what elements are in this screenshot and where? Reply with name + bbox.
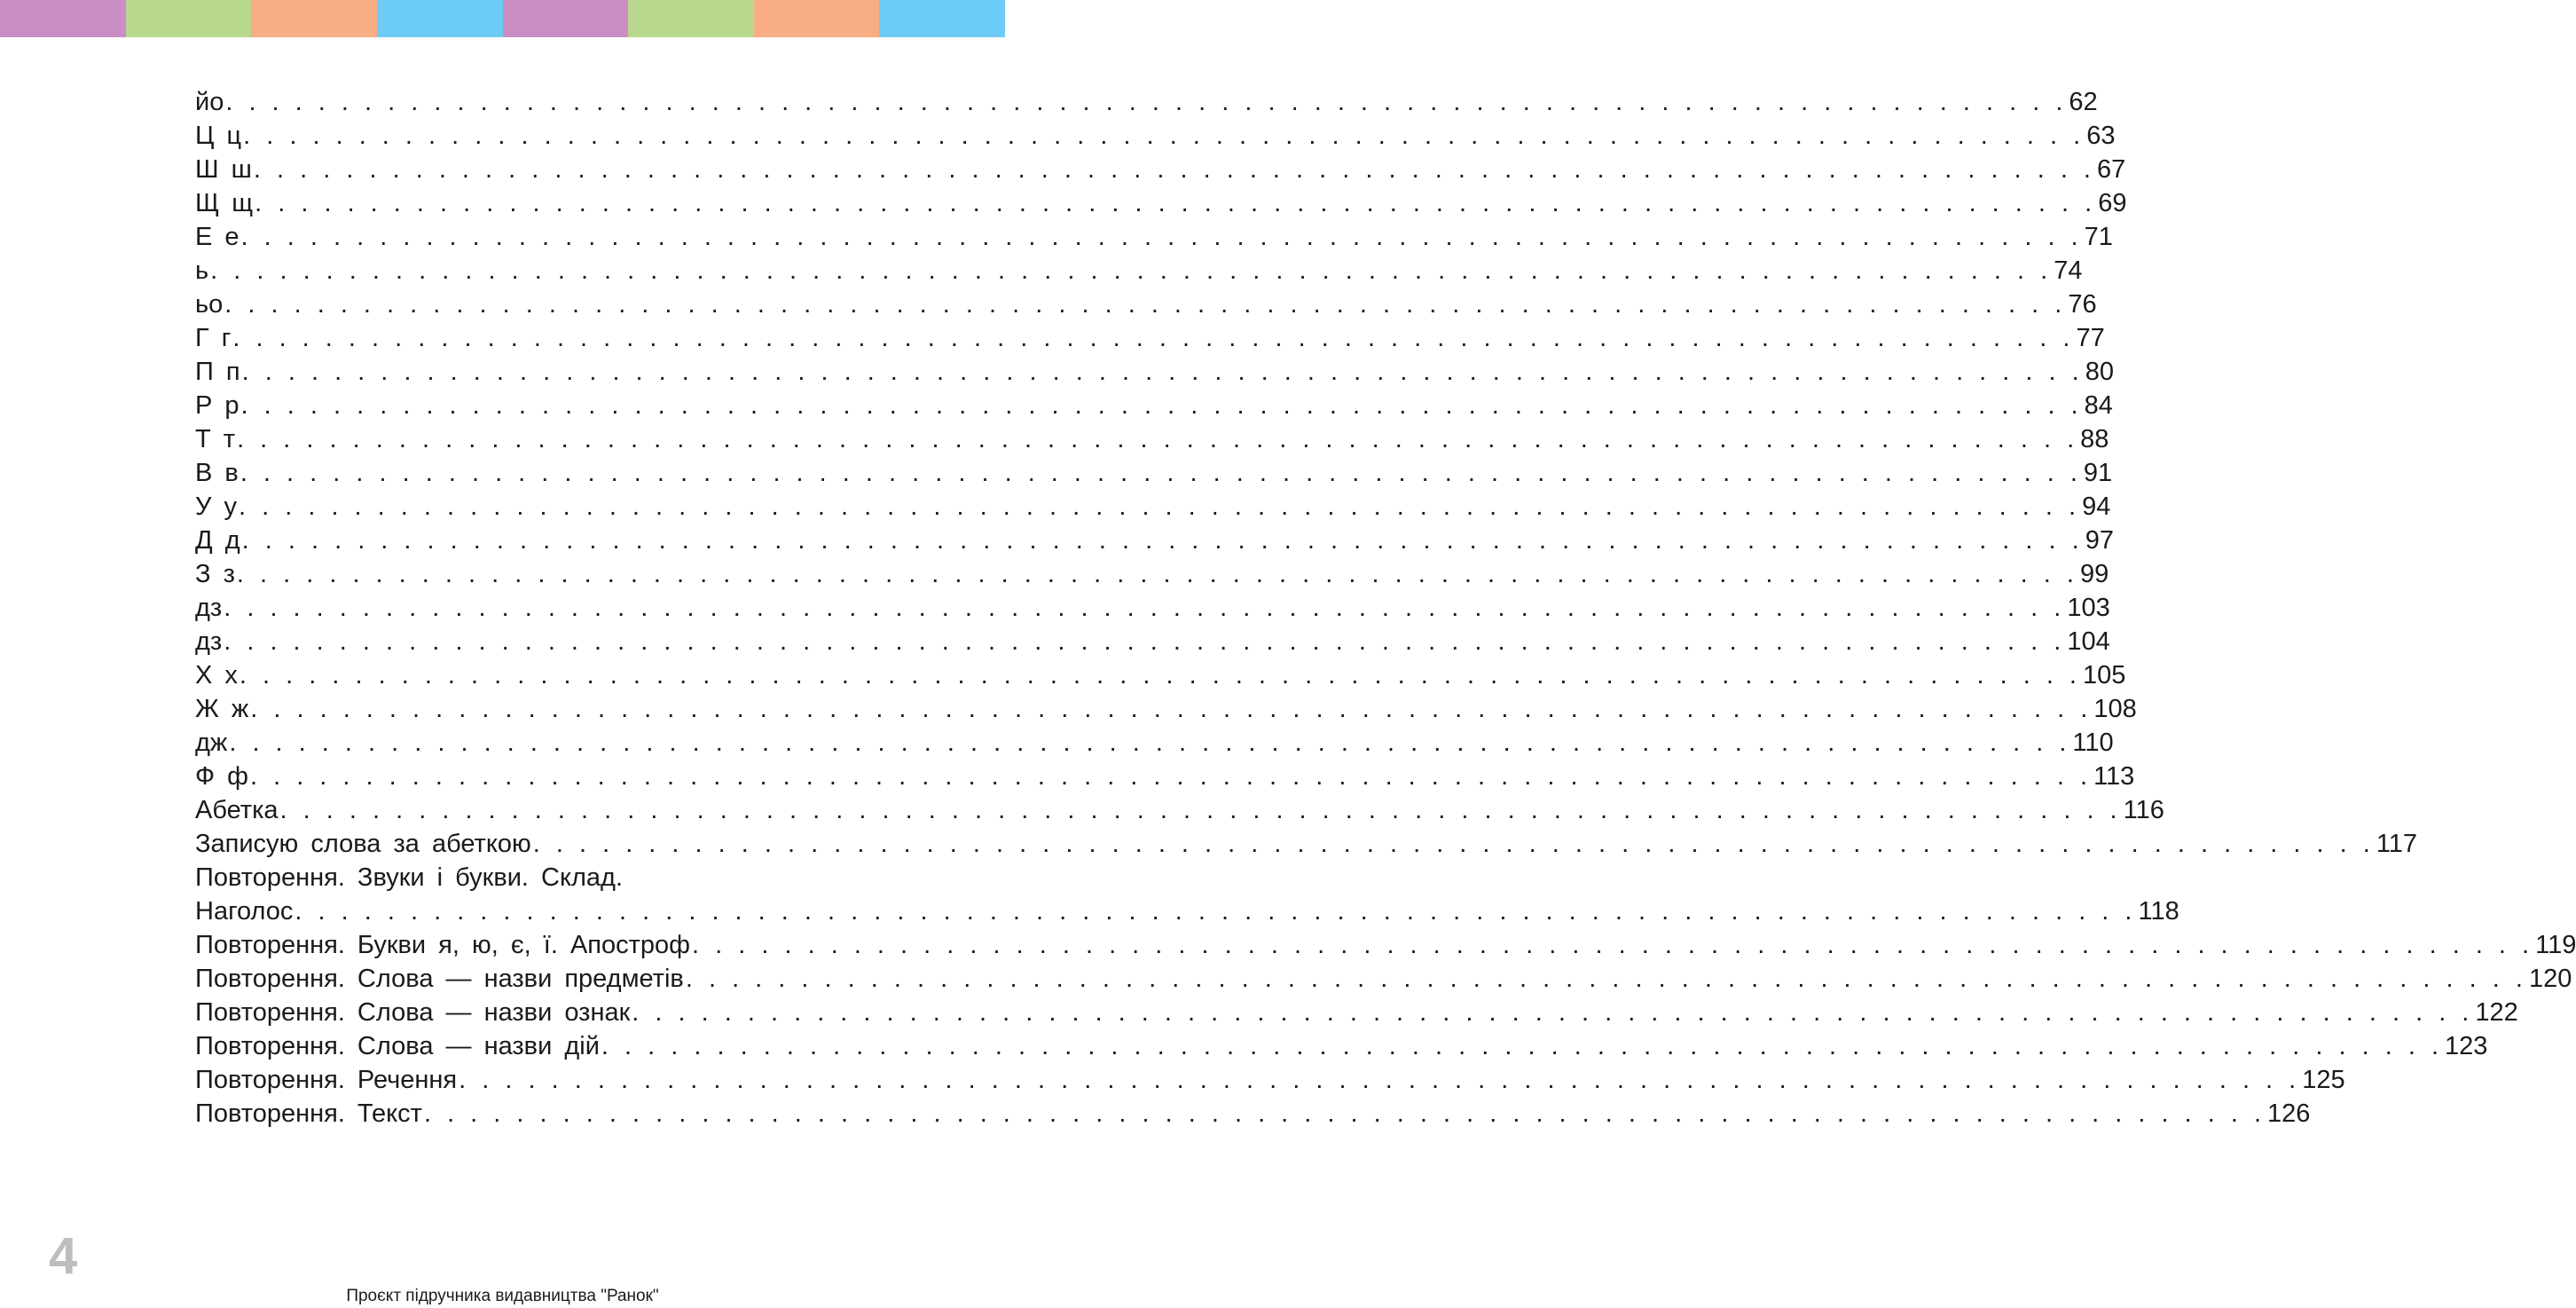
toc-entry-title: йо (195, 88, 224, 116)
toc-dot-leader: . . . . . . . . . . . . . . . . . . . . . . . . . . . . . . . . . . . . . . . . . . . . . . . . . . . . . . . . . . . . . . . . . . . . . . . . . . . . . . . . (255, 189, 2097, 217)
toc-entry (195, 556, 2109, 590)
toc-entry-page: 118 (2138, 897, 2179, 926)
toc-entry (195, 691, 2137, 725)
footer-publisher-note: Проєкт підручника видавництва "Ранок" (346, 1287, 659, 1305)
toc-entry-title: дз (195, 594, 223, 622)
toc-entry (195, 152, 2126, 185)
color-stripe-segment (251, 0, 377, 37)
toc-entry-page: 91 (2083, 459, 2113, 487)
toc-entry (195, 455, 2113, 489)
toc-dot-leader: . . . . . . . . . . . . . . . . . . . . . . . . . . . . . . . . . . . . . . . . . . . . . . . . . . . . . . . . . . . . . . . . . . . . . . . . . . . . . . . . (241, 358, 2084, 386)
toc-entry (195, 422, 2109, 455)
toc-entry-page: 99 (2079, 560, 2109, 588)
toc-entry-page: 77 (2076, 324, 2105, 352)
toc-dot-leader: . . . . . . . . . . . . . . . . . . . . . . . . . . . . . . . . . . . . . . . . . . . . . . . . . . . . . . . . . . . . . . . . . . . . . . . . . . . . . . . . (532, 830, 2375, 858)
toc-entry-title: Повторення. Слова — назви ознак (195, 998, 631, 1027)
toc-entry-page: 117 (2376, 830, 2418, 858)
toc-entry-page: 84 (2084, 391, 2113, 420)
toc-entry-title: Повторення. Слова — назви дій (195, 1032, 600, 1060)
color-stripe-segment (754, 0, 880, 37)
toc-entry-title: ьо (195, 290, 224, 319)
toc-entry (195, 759, 2135, 792)
toc-entry-title: Т т (195, 425, 236, 453)
toc-entry-page: 122 (2475, 998, 2518, 1027)
toc-entry-title: дж (195, 729, 228, 757)
toc-entry-title: Повторення. Слова — назви предметів (195, 965, 684, 993)
toc-entry-page: 88 (2080, 425, 2109, 453)
color-stripe-bar (0, 0, 1005, 37)
toc-entry-page: 108 (2093, 695, 2137, 723)
toc-dot-leader: . . . . . . . . . . . . . . . . . . . . . . . . . . . . . . . . . . . . . . . . . . . . . . . . . . . . . . . . . . . . . . . . . . . . . . . . . . . . . . . . (601, 1032, 2444, 1060)
toc-entry (195, 961, 2572, 995)
toc-entry-title: Наголос (195, 897, 294, 926)
toc-entry-title: В в (195, 459, 239, 487)
toc-entry (195, 1062, 2345, 1096)
toc-entry (195, 860, 881, 894)
toc-entry-title: Д д (195, 526, 240, 555)
toc-entry (195, 84, 2098, 118)
toc-entry-page: 110 (2072, 729, 2114, 757)
toc-dot-leader: . . . . . . . . . . . . . . . . . . . . . . . . . . . . . . . . . . . . . . . . . . . . . . . . . . . . . . . . . . . . . . . . . . . . . . . . . . . . . . . . (240, 459, 2082, 487)
toc-entry-page: 71 (2084, 223, 2113, 251)
toc-dot-leader: . . . . . . . . . . . . . . . . . . . . . . . . . . . . . . . . . . . . . . . . . . . . . . . . . . . . . . . . . . . . . . . . . . . . . . . . . . . . . . . . (225, 88, 2068, 116)
toc-entry (195, 354, 2114, 388)
toc-entry (195, 792, 2164, 826)
toc-entry (195, 995, 2518, 1028)
toc-entry-title: Ш ш (195, 155, 252, 184)
toc-entry-page: 126 (2267, 1099, 2311, 1128)
color-stripe-segment (0, 0, 126, 37)
color-stripe-segment (503, 0, 629, 37)
toc-entry-page: 120 (2528, 965, 2572, 993)
toc-entry (195, 1028, 2488, 1062)
toc-entry-page: 67 (2097, 155, 2126, 184)
toc-dot-leader: . . . . . . . . . . . . . . . . . . . . . . . . . . . . . . . . . . . . . . . . . . . . . . . . . . . . . . . . . . . . . . . . . . . . . . . . . . . . . . . . (250, 695, 2093, 723)
toc-entry-title: П п (195, 358, 240, 386)
toc-entry (195, 523, 2114, 556)
toc-entry (195, 624, 2110, 658)
toc-dot-leader: . . . . . . . . . . . . . . . . . . . . . . . . . . . . . . . . . . . . . . . . . . . . . . . . . . . . . . . . . . . . . . . . . . . . . . . . . . . . . . . . (243, 122, 2085, 150)
toc-entry (195, 826, 2418, 860)
toc-dot-leader: . . . . . . . . . . . . . . . . . . . . . . . . . . . . . . . . . . . . . . . . . . . . . . . . . . . . . . . . . . . . . . . . . . . . . . . . . . . . . . . . (240, 391, 2083, 420)
toc-entry-title: Г г (195, 324, 232, 352)
toc-entry (195, 320, 2105, 354)
toc-entry-title: Е е (195, 223, 240, 251)
toc-entry-title: Абетка (195, 796, 279, 824)
toc-dot-leader: . . . . . . . . . . . . . . . . . . . . . . . . . . . . . . . . . . . . . . . . . . . . . . . . . . . . . . . . . . . . . . . . . . . . . . . . . . . . . . . . (239, 661, 2081, 689)
toc-entry (195, 185, 2127, 219)
toc-entry (195, 725, 2114, 759)
toc-dot-leader: . . . . . . . . . . . . . . . . . . . . . . . . . . . . . . . . . . . . . . . . . . . . . . . . . . . . . . . . . . . . . . . . . . . . . . . . . . . . . . . . (423, 1099, 2266, 1128)
toc-entry (195, 287, 2097, 320)
toc-entry-page: 104 (2067, 627, 2110, 656)
toc-entry (195, 219, 2113, 253)
toc-entry-page: 125 (2302, 1066, 2345, 1094)
toc-entry-title: Повторення. Букви я, ю, є, ї. Апостроф (195, 931, 691, 959)
toc-dot-leader: . . . . . . . . . . . . . . . . . . . . . . . . . . . . . . . . . . . . . . . . . . . . . . . . . . . . . . . . . . . . . . . . . . . . . . . . . . . . . . . . (459, 1066, 2301, 1094)
toc-dot-leader: . . . . . . . . . . . . . . . . . . . . . . . . . . . . . . . . . . . . . . . . . . . . . . . . . . . . . . . . . . . . . . . . . . . . . . . . . . . . . . . . (279, 796, 2122, 824)
toc-entry-title: ь (195, 256, 209, 285)
toc-entry-page: 62 (2069, 88, 2098, 116)
toc-entry (195, 118, 2116, 152)
toc-entry-page: 119 (2535, 931, 2576, 959)
toc-entry-title: Щ щ (195, 189, 254, 217)
toc-dot-leader: . . . . . . . . . . . . . . . . . . . . . . . . . . . . . . . . . . . . . . . . . . . . . . . . . . . . . . . . . . . . . . . . . . . . . . . . . . . . . . . . (632, 998, 2474, 1027)
toc-entry-page: 80 (2085, 358, 2114, 386)
toc-entry-page: 94 (2082, 492, 2111, 521)
toc-entry-page: 97 (2085, 526, 2114, 555)
toc-entry-title: Повторення. Звуки і букви. Склад. (195, 863, 624, 892)
toc-dot-leader: . . . . . . . . . . . . . . . . . . . . . . . . . . . . . . . . . . . . . . . . . . . . . . . . . . . . . . . . . . . . . . . . . . . . . . . . . . . . . . . . (692, 931, 2534, 959)
toc-entry (195, 590, 2110, 624)
toc-entry-title: У у (195, 492, 237, 521)
toc-dot-leader: . . . . . . . . . . . . . . . . . . . . . . . . . . . . . . . . . . . . . . . . . . . . . . . . . . . . . . . . . . . . . . . . . . . . . . . . . . . . . . . . (240, 223, 2083, 251)
toc-entry (195, 894, 2179, 927)
toc-dot-leader: . . . . . . . . . . . . . . . . . . . . . . . . . . . . . . . . . . . . . . . . . . . . . . . . . . . . . . . . . . . . . . . . . . . . . . . . . . . . . . . . (249, 762, 2093, 791)
toc-dot-leader: . . . . . . . . . . . . . . . . . . . . . . . . . . . . . . . . . . . . . . . . . . . . . . . . . . . . . . . . . . . . . . . . . . . . . . . . . . . . . . . . (241, 526, 2084, 555)
toc-dot-leader: . . . . . . . . . . . . . . . . . . . . . . . . . . . . . . . . . . . . . . . . . . . . . . . . . . . . . . . . . . . . . . . . . . . . . . . . . . . . . . . . (224, 627, 2066, 656)
toc-entry (195, 1096, 2311, 1130)
toc-entry-page: 69 (2098, 189, 2127, 217)
toc-dot-leader: . . . . . . . . . . . . . . . . . . . . . . . . . . . . . . . . . . . . . . . . . . . . . . . . . . . . . . . . . . . . . . . . . . . . . . . . . . . . . . . . (236, 560, 2078, 588)
toc-dot-leader: . . . . . . . . . . . . . . . . . . . . . . . . . . . . . . . . . . . . . . . . . . . . . . . . . . . . . . . . . . . . . . . . . . . . . . . . . . . . . . . . (229, 729, 2071, 757)
toc-dot-leader: . . . . . . . . . . . . . . . . . . . . . . . . . . . . . . . . . . . . . . . . . . . . . . . . . . . . . . . . . . . . . . . . . . . . . . . . . . . . . . . . (237, 425, 2079, 453)
toc-entry-page: 74 (2054, 256, 2083, 285)
toc-dot-leader: . . . . . . . . . . . . . . . . . . . . . . . . . . . . . . . . . . . . . . . . . . . . . . . . . . . . . . . . . . . . . . . . . . . . . . . . . . . . . . . . (232, 324, 2075, 352)
toc-entry (195, 388, 2113, 422)
toc-entry-title: Повторення. Речення (195, 1066, 458, 1094)
toc-entry-title: Повторення. Текст (195, 1099, 422, 1128)
toc-entry-title: Ц ц (195, 122, 242, 150)
toc-entry-title: дз (195, 627, 223, 656)
toc-dot-leader: . . . . . . . . . . . . . . . . . . . . . . . . . . . . . . . . . . . . . . . . . . . . . . . . . . . . . . . . . . . . . . . . . . . . . . . . . . . . . . . . (210, 256, 2053, 285)
toc-entry-page: 103 (2067, 594, 2110, 622)
toc-dot-leader: . . . . . . . . . . . . . . . . . . . . . . . . . . . . . . . . . . . . . . . . . . . . . . . . . . . . . . . . . . . . . . . . . . . . . . . . . . . . . . . . (224, 290, 2067, 319)
toc-entry-page: 63 (2086, 122, 2116, 150)
toc-entry-page: 123 (2445, 1032, 2488, 1060)
toc-entry-page: 116 (2123, 796, 2164, 824)
toc-entry (195, 489, 2111, 523)
toc-dot-leader: . . . . . . . . . . . . . . . . . . . . . . . . . . . . . . . . . . . . . . . . . . . . . . . . . . . . . . . . . . . . . . . . . . . . . . . . . . . . . . . . (224, 594, 2066, 622)
toc-entry-title: Х х (195, 661, 238, 689)
toc-entry-title: Ж ж (195, 695, 249, 723)
color-stripe-segment (126, 0, 252, 37)
table-of-contents (195, 84, 2576, 1130)
toc-dot-leader: . . . . . . . . . . . . . . . . . . . . . . . . . . . . . . . . . . . . . . . . . . . . . . . . . . . . . . . . . . . . . . . . . . . . . . . . . . . . . . . . (238, 492, 2081, 521)
toc-entry-title: З з (195, 560, 235, 588)
toc-dot-leader: . . . . . . . . . . . . . . . . . . . . . . . . . . . . . . . . . . . . . . . . . . . . . . . . . . . . . . . . . . . . . . . . . . . . . . . . . . . . . . . . (685, 965, 2527, 993)
page-number: 4 (49, 1227, 78, 1285)
toc-entry-title: Р р (195, 391, 240, 420)
toc-entry-title: Записую слова за абеткою (195, 830, 531, 858)
toc-entry (195, 658, 2126, 691)
toc-entry-page: 113 (2093, 762, 2135, 791)
toc-entry-page: 76 (2068, 290, 2097, 319)
toc-entry-title: Ф ф (195, 762, 248, 791)
color-stripe-segment (628, 0, 754, 37)
toc-entry (195, 927, 2576, 961)
toc-dot-leader: . . . . . . . . . . . . . . . . . . . . . . . . . . . . . . . . . . . . . . . . . . . . . . . . . . . . . . . . . . . . . . . . . . . . . . . . . . . . . . . . (295, 897, 2137, 926)
toc-dot-leader: . . . . . . . . . . . . . . . . . . . . . . . . . . . . . . . . . . . . . . . . . . . . . . . . . . . . . . . . . . . . . . . . . . . . . . . . . . . . . . . . (253, 155, 2095, 184)
toc-entry-page: 105 (2083, 661, 2126, 689)
color-stripe-segment (377, 0, 503, 37)
color-stripe-segment (879, 0, 1005, 37)
toc-entry (195, 253, 2083, 287)
